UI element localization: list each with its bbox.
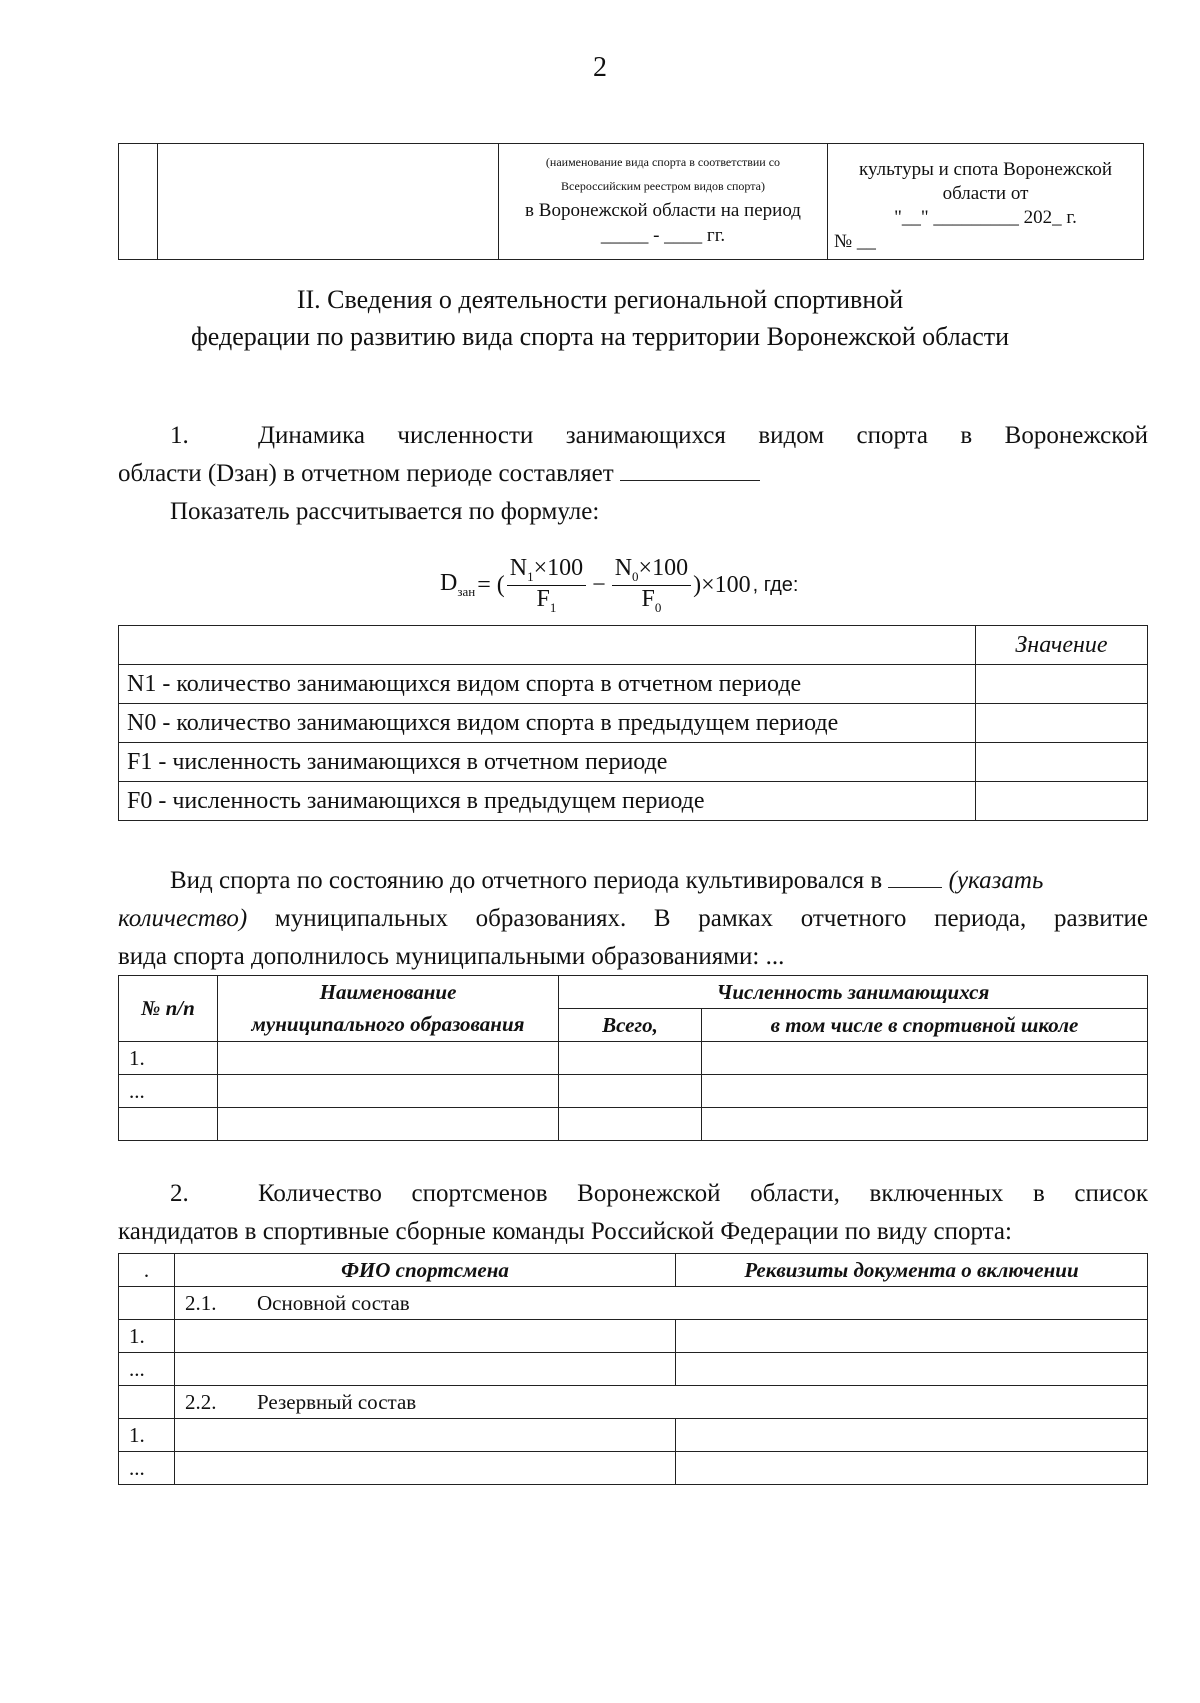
table-row xyxy=(119,1452,1148,1485)
col-num: № п/п xyxy=(119,976,218,1042)
header-cell-ministry xyxy=(828,144,1144,260)
row-num: ... xyxy=(119,1353,175,1386)
row-cell[interactable] xyxy=(702,1108,1148,1141)
item2-text-line-1: Количество спортсменов Воронежской области, включенных в список xyxy=(258,1180,1148,1207)
item1-number: 1. xyxy=(170,422,189,449)
row-cell[interactable] xyxy=(175,1353,676,1386)
row-num: 1. xyxy=(119,1042,218,1075)
item1-text-line-2-wrap xyxy=(118,455,760,493)
values-table xyxy=(118,625,1148,821)
values-row-input[interactable] xyxy=(976,782,1148,821)
row-cell[interactable] xyxy=(676,1320,1148,1353)
table-row xyxy=(119,1108,1148,1141)
row-cell[interactable] xyxy=(676,1452,1148,1485)
sport-caption-2: Всероссийским реестром видов спорта) xyxy=(561,179,765,193)
formula-minus: − xyxy=(592,571,606,598)
col-total: Всего, xyxy=(559,1009,702,1042)
header-cell-2 xyxy=(158,144,499,260)
ministry-line-2: области от xyxy=(942,183,1029,204)
row-num: ... xyxy=(119,1075,218,1108)
section-title-line-2: федерации по развитию вида спорта на территории Воронежской области xyxy=(190,322,1010,351)
table-row xyxy=(119,665,1148,704)
row-cell[interactable] xyxy=(559,1042,702,1075)
col-school: в том числе в спортивной школе xyxy=(702,1009,1148,1042)
ministry-line-1: культуры и спота Воронежской xyxy=(858,159,1113,180)
reserve-team-row xyxy=(119,1386,1148,1419)
row-num xyxy=(119,1108,218,1141)
municipalities-table xyxy=(118,975,1148,1141)
item1-text-line-1: Динамика численности занимающихся видом спорта в Воронежской xyxy=(258,422,1148,449)
row-num: ... xyxy=(119,1452,175,1485)
municipality-count-blank[interactable] xyxy=(888,865,942,888)
region-period: в Воронежской области на период xyxy=(525,200,801,221)
row-cell[interactable] xyxy=(218,1075,559,1108)
table-row xyxy=(119,1320,1148,1353)
main-team-row xyxy=(119,1287,1148,1320)
sport-para-line-1: Вид спорта по состоянию до отчетного периода культивировался в (указать xyxy=(170,867,1044,894)
table-row xyxy=(119,1353,1148,1386)
header-table xyxy=(118,143,1144,260)
main-team-label: 2.1. Основной состав xyxy=(175,1287,1148,1320)
row-cell[interactable] xyxy=(175,1452,676,1485)
values-row-label: F1 - численность занимающихся в отчетном периоде xyxy=(119,743,976,782)
candidates-table xyxy=(118,1253,1148,1485)
row-num: 1. xyxy=(119,1320,175,1353)
row-num: 1. xyxy=(119,1419,175,1452)
row-cell[interactable] xyxy=(676,1353,1148,1386)
section-title-line-1: II. Сведения о деятельности региональной спортивной xyxy=(296,285,904,314)
row-cell[interactable] xyxy=(218,1108,559,1141)
col-name-2: муниципального образования xyxy=(218,1009,559,1042)
values-row-label: N1 - количество занимающихся видом спорта в отчетном периоде xyxy=(119,665,976,704)
row-cell[interactable] xyxy=(702,1075,1148,1108)
table-row xyxy=(119,782,1148,821)
table-row xyxy=(119,1075,1148,1108)
date-line: "__" _________ 202_ г. xyxy=(894,207,1077,228)
header-cell-sport xyxy=(499,144,828,260)
table-row xyxy=(119,1042,1148,1075)
col-doc: Реквизиты документа о включении xyxy=(676,1254,1148,1287)
item2-number: 2. xyxy=(170,1180,189,1207)
values-header: Значение xyxy=(976,626,1148,665)
row-cell[interactable] xyxy=(218,1042,559,1075)
formula xyxy=(440,555,798,616)
reserve-team-label: 2.2. Резервный состав xyxy=(175,1386,1148,1419)
formula-eq: = ( xyxy=(477,571,505,598)
values-row-input[interactable] xyxy=(976,743,1148,782)
table-row xyxy=(119,704,1148,743)
col-count: Численность занимающихся xyxy=(559,976,1148,1009)
row-cell[interactable] xyxy=(702,1042,1148,1075)
row-cell[interactable] xyxy=(175,1320,676,1353)
dzan-value-blank[interactable] xyxy=(620,458,760,481)
fraction-2: $\frac{N_0\times 100}{F_0}$ xyxy=(612,555,691,616)
col-name-1: Наименование xyxy=(218,976,559,1009)
values-row-input[interactable] xyxy=(976,704,1148,743)
table-row xyxy=(119,1419,1148,1452)
col-fio: ФИО спортсмена xyxy=(175,1254,676,1287)
formula-where: , где: xyxy=(752,573,799,596)
number-line: № __ xyxy=(834,231,876,252)
row-cell[interactable] xyxy=(676,1419,1148,1452)
values-row-label: F0 - численность занимающихся в предыдущем периоде xyxy=(119,782,976,821)
fraction-1: $N_1\times 100$ $F_1$ xyxy=(507,555,586,616)
values-header-empty xyxy=(119,626,976,665)
years-line: _____ - ____ гг. xyxy=(600,225,726,246)
table-row xyxy=(119,743,1148,782)
page-number: 2 xyxy=(593,52,607,83)
formula-lhs: $D_{зан}$ xyxy=(440,570,476,600)
col-dot: . xyxy=(119,1254,175,1287)
formula-tail: )×100 xyxy=(693,571,751,598)
item1-text-line-2: области (Dзан) в отчетном периоде составляет xyxy=(118,460,614,487)
header-cell-1 xyxy=(119,144,158,260)
values-row-label: N0 - количество занимающихся видом спорта в предыдущем периоде xyxy=(119,704,976,743)
formula-intro: Показатель рассчитывается по формуле: xyxy=(170,498,600,525)
sport-para-line-3: вида спорта дополнилось муниципальными образованиями: ... xyxy=(118,943,785,970)
row-cell[interactable] xyxy=(559,1075,702,1108)
sport-caption-1: (наименование вида спорта в соответствии со xyxy=(545,155,781,169)
item2-text-line-2: кандидатов в спортивные сборные команды Российской Федерации по виду спорта: xyxy=(118,1218,1012,1245)
values-header-row xyxy=(119,626,1148,665)
sport-para-line-2: количество) муниципальных образованиях. В рамках отчетного периода, развитие xyxy=(118,905,1148,932)
values-row-input[interactable] xyxy=(976,665,1148,704)
row-cell[interactable] xyxy=(559,1108,702,1141)
row-cell[interactable] xyxy=(175,1419,676,1452)
